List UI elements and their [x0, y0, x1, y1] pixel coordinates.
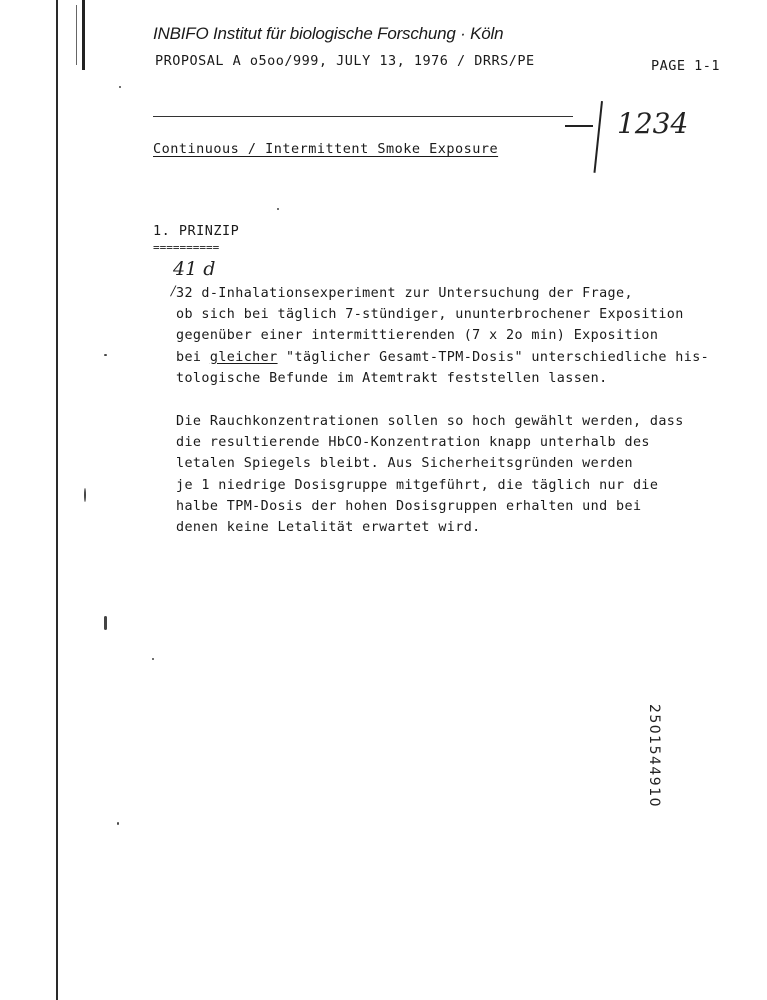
paragraph-2: Die Rauchkonzentrationen sollen so hoch gewählt werden, dass die resultierende HbCO-Konzentration knapp unterhalb des letalen Spiegels bleibt. Aus Sicherheitsgründen werden je 1 niedrige Dosisgruppe mitgeführt, die täglich nur die halbe TPM-Dosis der hohen Dosisgruppen erhalten und bei denen keine Letalität erwartet wird.: [176, 414, 684, 536]
header-rule: [153, 116, 573, 117]
underlined-word: gleicher: [209, 349, 278, 365]
mark-dash: [565, 125, 593, 127]
scan-speck: [104, 616, 107, 630]
mark-bar: [593, 101, 603, 173]
scan-speck: [277, 208, 279, 210]
page-number: PAGE 1-1: [651, 58, 721, 74]
proposal-reference: PROPOSAL A o5oo/999, JULY 13, 1976 / DRRS/PE: [155, 53, 535, 69]
corner-number: 1234: [617, 107, 689, 140]
scan-speck: [104, 354, 107, 356]
binding-mark-thin: [76, 5, 77, 65]
strike-mark: /: [171, 284, 176, 299]
institute-header: INBIFO Institut für biologische Forschung · Köln: [153, 24, 504, 43]
binding-mark: [82, 0, 85, 70]
handwritten-annotation: 41 d: [173, 258, 216, 280]
document-id: [642, 703, 666, 809]
document-title: Continuous / Intermittent Smoke Exposure: [153, 141, 499, 157]
paragraph-1-text-end: "täglicher Gesamt-TPM-Dosis" unterschiedliche his- tologische Befunde im Atemtrakt feststellen lassen.: [176, 349, 710, 386]
paragraph-1: [176, 283, 709, 389]
scan-speck: [84, 488, 86, 502]
scan-speck: [117, 822, 119, 825]
paragraph-1-text: 32 d-Inhalationsexperiment zur Untersuchung der Frage, ob sich bei täglich 7-stündiger, ununterbrochener Exposition gegenüber einer intermittierenden (7 x 2o min) Exposition bei: [176, 286, 684, 365]
handwritten-page-mark: [565, 101, 715, 176]
scan-speck: [119, 86, 121, 88]
section-heading: 1. PRINZIP: [153, 223, 240, 239]
binding-line: [56, 0, 58, 1000]
scan-speck: [152, 658, 154, 660]
document-id-text: 2501544910: [646, 703, 662, 809]
section-rule: ==========: [153, 241, 220, 254]
